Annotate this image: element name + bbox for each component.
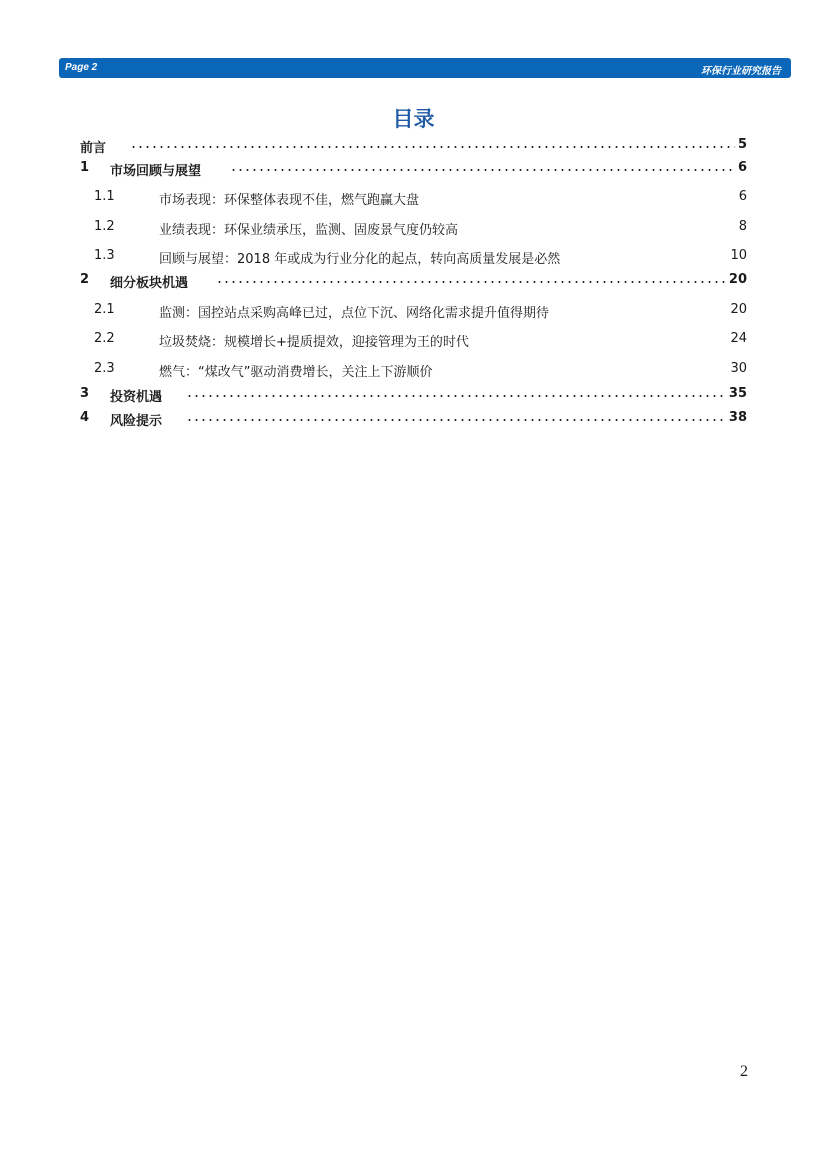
toc-entry-number: 1.2 <box>94 219 115 234</box>
toc-entry-number: 2 <box>80 272 90 287</box>
toc-entry-title: 前言 <box>80 137 108 156</box>
toc-entry-title: 投资机遇 <box>110 386 164 405</box>
toc-entry-number: 1 <box>80 160 90 175</box>
dot-leader <box>216 281 727 283</box>
toc-entry-preface[interactable] <box>0 137 827 159</box>
toc-entry-page: 8 <box>738 219 747 234</box>
toc-entry-title: 业绩表现：环保业绩承压，监测、固废景气度仍较高 <box>159 219 460 238</box>
toc-entry-number: 2.2 <box>94 331 115 346</box>
toc-entry-1-3[interactable] <box>0 248 827 270</box>
toc-entry-page: 5 <box>737 137 747 152</box>
toc-entry-title: 细分板块机遇 <box>110 272 190 291</box>
toc-entry-title: 市场回顾与展望 <box>110 160 203 179</box>
dot-leader <box>230 169 735 171</box>
toc-entry-page: 10 <box>730 248 747 263</box>
toc-entry-number: 2.3 <box>94 361 115 376</box>
toc-entry-1-1[interactable] <box>0 189 827 211</box>
dot-leader <box>130 146 735 148</box>
toc-entry-title: 垃圾焚烧：规模增长+提质提效，迎接管理为王的时代 <box>159 331 471 350</box>
dot-leader <box>186 395 727 397</box>
toc-entry-3[interactable] <box>0 386 827 408</box>
toc-entry-page: 35 <box>728 386 747 401</box>
toc-entry-title: 监测：国控站点采购高峰已过，点位下沉、网络化需求提升值得期待 <box>159 302 551 321</box>
toc-entry-4[interactable] <box>0 410 827 432</box>
toc-entry-title: 回顾与展望：2018 年或成为行业分化的起点，转向高质量发展是必然 <box>159 248 562 267</box>
toc-title: 目录 <box>392 107 435 131</box>
toc-entry-title: 风险提示 <box>110 410 164 429</box>
toc-entry-1-2[interactable] <box>0 219 827 241</box>
toc-entry-number: 2.1 <box>94 302 115 317</box>
toc-entry-page: 38 <box>728 410 747 425</box>
dot-leader <box>186 419 727 421</box>
toc-entry-2[interactable] <box>0 272 827 294</box>
toc-entry-page: 30 <box>730 361 747 376</box>
toc-entry-page: 24 <box>730 331 747 346</box>
toc-entry-number: 1.3 <box>94 248 115 263</box>
toc-entry-title: 燃气：“煤改气”驱动消费增长，关注上下游顺价 <box>159 361 434 380</box>
toc-entry-title: 市场表现：环保整体表现不佳，燃气跑赢大盘 <box>159 189 421 208</box>
toc-entry-page: 20 <box>730 302 747 317</box>
toc-entry-2-3[interactable] <box>0 361 827 383</box>
toc-entry-page: 20 <box>728 272 747 287</box>
report-title: 环保行业研究报告 <box>701 66 781 77</box>
toc-entry-number: 3 <box>80 386 90 401</box>
toc-entry-page: 6 <box>738 189 747 204</box>
footer-page-number: 2 <box>740 1063 748 1080</box>
toc-entry-2-2[interactable] <box>0 331 827 353</box>
toc-entry-2-1[interactable] <box>0 302 827 324</box>
toc-entry-1[interactable] <box>0 160 827 182</box>
toc-entry-page: 6 <box>737 160 747 175</box>
toc-entry-number: 4 <box>80 410 90 425</box>
toc-entry-number: 1.1 <box>94 189 115 204</box>
header-bar <box>59 58 791 78</box>
page-label: Page 2 <box>65 62 98 73</box>
